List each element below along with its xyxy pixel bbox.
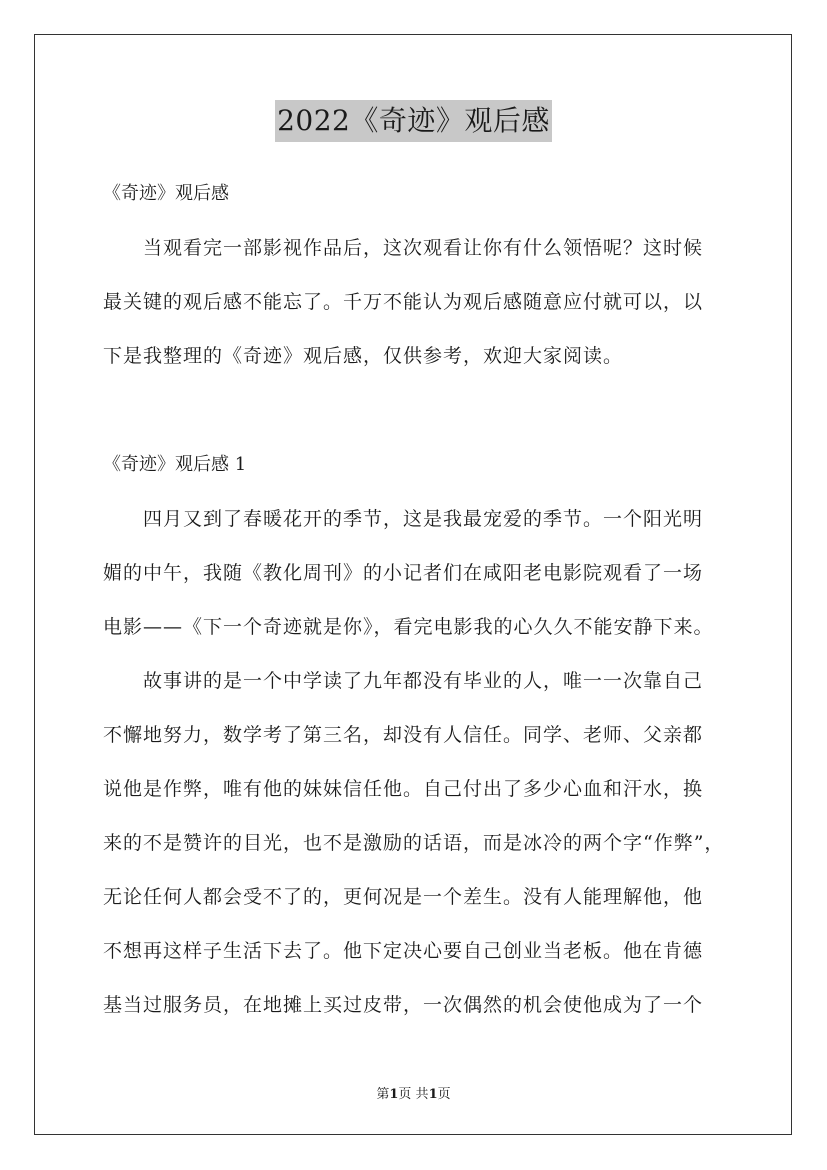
page-total: 1 — [428, 1087, 438, 1102]
paragraph-line: 最关键的观后感不能忘了。千万不能认为观后感随意应付就可以，以 — [103, 291, 704, 313]
document-title: 2022《奇迹》观后感 — [275, 100, 552, 142]
section1-paragraph-1 — [103, 505, 731, 667]
paragraph-line: 当观看完一部影视作品后，这次观看让你有什么领悟呢？这时候 — [143, 237, 704, 259]
paragraph-line: 说他是作弊，唯有他的妹妹信任他。自己付出了多少心血和汗水，换 — [103, 778, 704, 800]
paragraph-line: 来的不是赞许的目光，也不是激励的话语，而是冰冷的两个字“作弊”， — [103, 832, 725, 854]
intro-paragraph — [103, 234, 731, 396]
paragraph-line: 不懈地努力，数学考了第三名，却没有人信任。同学、老师、父亲都 — [103, 724, 704, 746]
section1-paragraph-2 — [103, 667, 731, 1045]
title-wrap — [0, 100, 827, 142]
page-mid: 页 共 — [398, 1087, 429, 1102]
paragraph-line: 无论任何人都会受不了的，更何况是一个差生。没有人能理解他，他 — [103, 886, 704, 908]
intro-heading: 《奇迹》观后感 — [103, 183, 229, 204]
section1-heading: 《奇迹》观后感 1 — [103, 454, 247, 475]
paragraph-line: 媚的中午，我随《教化周刊》的小记者们在咸阳老电影院观看了一场 — [103, 562, 704, 584]
paragraph-line: 不想再这样子生活下去了。他下定决心要自己创业当老板。他在肯德 — [103, 940, 704, 962]
page-footer — [0, 1083, 827, 1102]
paragraph-line: 四月又到了春暖花开的季节，这是我最宠爱的季节。一个阳光明 — [143, 508, 704, 530]
page-current: 1 — [389, 1087, 399, 1102]
paragraph-line: 基当过服务员，在地摊上买过皮带，一次偶然的机会使他成为了一个 — [103, 994, 704, 1016]
page-suffix: 页 — [437, 1087, 451, 1102]
paragraph-line: 电影——《下一个奇迹就是你》，看完电影我的心久久不能安静下来。 — [103, 616, 714, 638]
paragraph-line: 故事讲的是一个中学读了九年都没有毕业的人，唯一一次靠自己 — [143, 670, 704, 692]
paragraph-line: 下是我整理的《奇迹》观后感，仅供参考，欢迎大家阅读。 — [103, 345, 624, 367]
page-prefix: 第 — [376, 1087, 390, 1102]
